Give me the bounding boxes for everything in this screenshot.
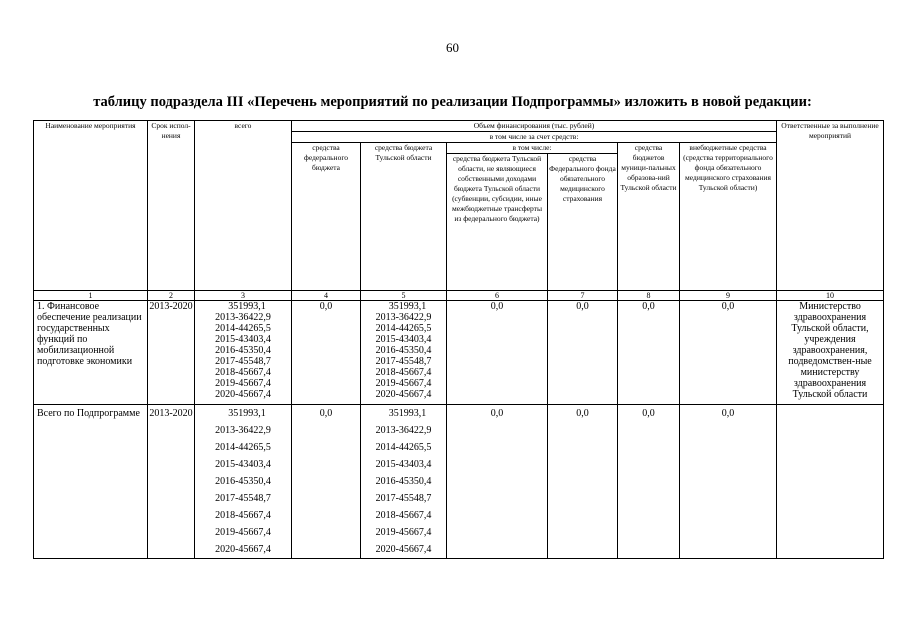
regional-2020: 2020-45667,4 <box>375 544 432 555</box>
responsible-value <box>777 405 884 559</box>
regional-not-own-value: 0,0 <box>447 405 548 559</box>
measure-term: 2013-2020 <box>148 405 195 559</box>
total-2018: 2018-45667,4 <box>215 510 271 521</box>
regional-2017: 2017-45548,7 <box>375 356 432 367</box>
header-including-sources: в том числе за счет средств: <box>292 132 777 143</box>
measure-term: 2013-2020 <box>148 301 195 405</box>
colnum-9: 9 <box>680 291 777 301</box>
total-2019: 2019-45667,4 <box>215 527 271 538</box>
colnum-7: 7 <box>548 291 618 301</box>
total-2015: 2015-43403,4 <box>215 334 271 345</box>
federal-value: 0,0 <box>292 301 361 405</box>
total-2013: 2013-36422,9 <box>215 425 271 436</box>
offbudget-value: 0,0 <box>680 405 777 559</box>
municipal-value: 0,0 <box>618 301 680 405</box>
header-municipal: средства бюджетов муници-пальных образова-ний Тульской области <box>618 143 680 291</box>
municipal-value: 0,0 <box>618 405 680 559</box>
regional-values <box>361 301 447 405</box>
regional-2016: 2016-45350,4 <box>375 345 432 356</box>
measure-total <box>195 301 292 405</box>
header-responsible: Ответственные за выполнение мероприятий <box>777 121 884 291</box>
federal-value: 0,0 <box>292 405 361 559</box>
regional-2013: 2013-36422,9 <box>375 425 432 436</box>
regional-sum: 351993,1 <box>388 301 427 312</box>
responsible-value: Министерство здравоохранения Тульской области, учреждения здравоохранения, подведомствен-ные министерству здравоохранения Тульской области <box>777 301 884 405</box>
total-2016: 2016-45350,4 <box>215 345 271 356</box>
regional-2019: 2019-45667,4 <box>375 527 432 538</box>
regional-2020: 2020-45667,4 <box>375 389 432 400</box>
regional-2013: 2013-36422,9 <box>375 312 432 323</box>
header-offbudget: внебюджетные средства (средства территориального фонда обязательного медицинского страхования Тульской области) <box>680 143 777 291</box>
measure-name: Всего по Подпрограмме <box>34 405 148 559</box>
colnum-8: 8 <box>618 291 680 301</box>
ffoms-value: 0,0 <box>548 301 618 405</box>
colnum-10: 10 <box>777 291 884 301</box>
total-2017: 2017-45548,7 <box>215 493 271 504</box>
total-2017: 2017-45548,7 <box>215 356 271 367</box>
regional-2015: 2015-43403,4 <box>375 334 432 345</box>
regional-values <box>361 405 447 559</box>
colnum-6: 6 <box>447 291 548 301</box>
regional-2015: 2015-43403,4 <box>375 459 432 470</box>
regional-2016: 2016-45350,4 <box>375 476 432 487</box>
header-ffoms: средства Федерального фонда обязательного медицинского страхования <box>548 154 618 291</box>
regional-2018: 2018-45667,4 <box>375 367 432 378</box>
offbudget-value: 0,0 <box>680 301 777 405</box>
header-volume: Объем финансирования (тыс. рублей) <box>292 121 777 132</box>
measure-total <box>195 405 292 559</box>
header-including: в том числе: <box>447 143 618 154</box>
colnum-2: 2 <box>148 291 195 301</box>
table-row <box>34 405 884 559</box>
measures-table <box>33 120 884 559</box>
regional-not-own-value: 0,0 <box>447 301 548 405</box>
regional-2018: 2018-45667,4 <box>375 510 432 521</box>
measure-name: 1. Финансовое обеспечение реализации государственных функций по мобилизационной подготовке экономики <box>34 301 148 405</box>
ffoms-value: 0,0 <box>548 405 618 559</box>
total-2015: 2015-43403,4 <box>215 459 271 470</box>
section-heading: таблицу подраздела III «Перечень мероприятий по реализации Подпрограммы» изложить в новой редакции: <box>93 94 812 110</box>
header-name: Наименование мероприятия <box>34 121 148 291</box>
header-federal: средства федерального бюджета <box>292 143 361 291</box>
regional-2014: 2014-44265,5 <box>375 442 432 453</box>
total-2016: 2016-45350,4 <box>215 476 271 487</box>
total-2014: 2014-44265,5 <box>215 442 271 453</box>
header-regional-not-own: средства бюджета Тульской области, не являющиеся собственными доходами бюджета Тульской области (субвенции, субсидии, иные межбюджетные трансферты из федерального бюджета) <box>447 154 548 291</box>
colnum-4: 4 <box>292 291 361 301</box>
total-2020: 2020-45667,4 <box>215 544 271 555</box>
total-2018: 2018-45667,4 <box>215 367 271 378</box>
regional-2014: 2014-44265,5 <box>375 323 432 334</box>
total-2014: 2014-44265,5 <box>215 323 271 334</box>
total-2013: 2013-36422,9 <box>215 312 271 323</box>
table-row <box>34 301 884 405</box>
colnum-5: 5 <box>361 291 447 301</box>
total-2020: 2020-45667,4 <box>215 389 271 400</box>
header-regional: средства бюджета Тульской области <box>361 143 447 291</box>
regional-sum: 351993,1 <box>388 408 427 419</box>
regional-2019: 2019-45667,4 <box>375 378 432 389</box>
total-2019: 2019-45667,4 <box>215 378 271 389</box>
total-sum: 351993,1 <box>228 301 266 312</box>
header-term: Срок испол-нения <box>148 121 195 291</box>
colnum-1: 1 <box>34 291 148 301</box>
page-number: 60 <box>446 40 459 55</box>
total-sum: 351993,1 <box>228 408 266 419</box>
header-total: всего <box>195 121 292 291</box>
colnum-3: 3 <box>195 291 292 301</box>
regional-2017: 2017-45548,7 <box>375 493 432 504</box>
